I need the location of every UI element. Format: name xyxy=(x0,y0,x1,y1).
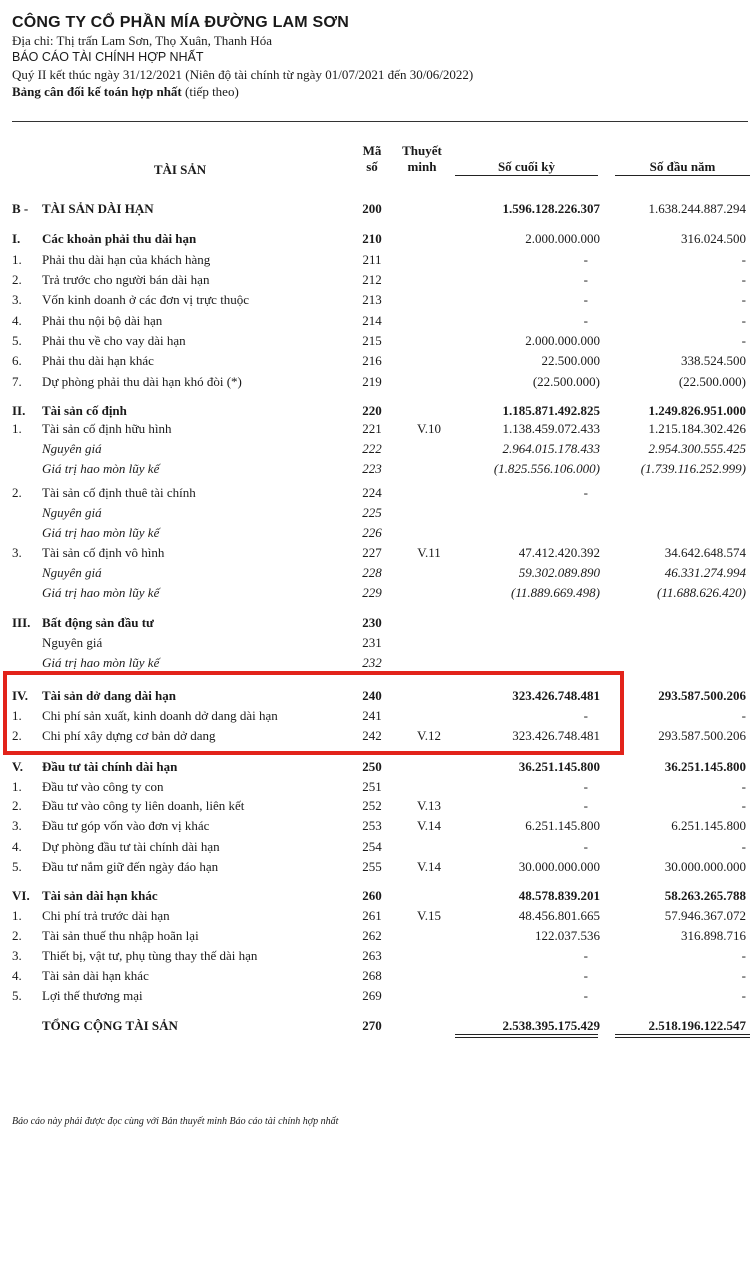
row-label: Phải thu dài hạn khác xyxy=(42,353,154,368)
row-code: 263 xyxy=(362,948,382,963)
row-label: Dự phòng phải thu dài hạn khó đòi (*) xyxy=(42,374,242,389)
row-begin-value: (1.739.116.252.999) xyxy=(640,461,746,476)
row-number: III. xyxy=(12,615,31,630)
row-note: V.10 xyxy=(417,421,441,436)
table-row xyxy=(12,544,750,562)
row-code: 221 xyxy=(362,421,382,436)
company-name: CÔNG TY CỔ PHẦN MÍA ĐƯỜNG LAM SƠN xyxy=(12,14,349,31)
row-label: Phải thu về cho vay dài hạn xyxy=(42,333,186,348)
table-row xyxy=(12,251,750,269)
col-code xyxy=(352,143,392,175)
row-label: Giá trị hao mòn lũy kế xyxy=(42,461,160,476)
row-end-value: 6.251.145.800 xyxy=(525,818,600,833)
row-end-value: - xyxy=(583,252,588,267)
row-end-value: - xyxy=(583,292,588,307)
row-begin-value: (22.500.000) xyxy=(678,374,746,389)
row-code: 240 xyxy=(362,688,382,703)
row-code: 241 xyxy=(362,708,382,723)
row-note: V.14 xyxy=(417,859,441,874)
row-end-value: - xyxy=(583,968,588,983)
table-row xyxy=(12,654,750,672)
row-code: 213 xyxy=(362,292,382,307)
row-begin-value: 34.642.648.574 xyxy=(664,545,746,560)
row-number: 2. xyxy=(12,272,22,287)
table-row xyxy=(12,987,750,1005)
row-code: 222 xyxy=(362,441,382,456)
row-end-value: (1.825.556.106.000) xyxy=(493,461,600,476)
row-begin-value: 6.251.145.800 xyxy=(671,818,746,833)
row-number: 1. xyxy=(12,421,22,436)
table-row xyxy=(12,230,750,248)
table-row xyxy=(12,420,750,438)
report-header xyxy=(12,14,732,100)
row-number: 3. xyxy=(12,948,22,963)
row-end-value: 323.426.748.481 xyxy=(512,688,600,703)
table-row xyxy=(12,352,750,370)
col-end: Số cuối kỳ xyxy=(455,159,598,176)
row-note: V.14 xyxy=(417,818,441,833)
row-code: 230 xyxy=(362,615,382,630)
table-row xyxy=(12,524,750,542)
table-row xyxy=(12,484,750,502)
row-label: Chi phí trả trước dài hạn xyxy=(42,908,170,923)
row-code: 260 xyxy=(362,888,382,903)
row-begin-value: 316.898.716 xyxy=(681,928,746,943)
total-underline xyxy=(615,1034,750,1035)
row-number: 4. xyxy=(12,968,22,983)
row-begin-value: 316.024.500 xyxy=(681,231,746,246)
table-row xyxy=(12,907,750,925)
row-code: 220 xyxy=(362,403,382,418)
highlight-box xyxy=(3,671,624,755)
row-code: 252 xyxy=(362,798,382,813)
col-code-line2: số xyxy=(366,159,378,174)
row-label: Phải thu dài hạn của khách hàng xyxy=(42,252,211,267)
row-number: 4. xyxy=(12,313,22,328)
row-begin-value: 1.215.184.302.426 xyxy=(648,421,746,436)
row-end-value: - xyxy=(583,779,588,794)
row-begin-value: 36.251.145.800 xyxy=(664,759,746,774)
row-label: Các khoản phải thu dài hạn xyxy=(42,231,197,246)
row-label: Tài sản cố định hữu hình xyxy=(42,421,172,436)
row-begin-value: 1.249.826.951.000 xyxy=(648,403,746,418)
row-begin-value: - xyxy=(741,948,746,963)
row-begin-value: - xyxy=(741,708,746,723)
subtitle-suffix: (tiếp theo) xyxy=(181,84,239,99)
row-label: Chi phí sản xuất, kinh doanh dở dang dài hạn xyxy=(42,708,278,723)
row-end-value: - xyxy=(583,272,588,287)
row-begin-value: 338.524.500 xyxy=(681,353,746,368)
row-code: 216 xyxy=(362,353,382,368)
row-code: 255 xyxy=(362,859,382,874)
table-row xyxy=(12,564,750,582)
row-end-value: 323.426.748.481 xyxy=(512,728,600,743)
subtitle-main: Bảng cân đối kế toán hợp nhất xyxy=(12,84,182,99)
table-row xyxy=(12,778,750,796)
row-end-value: 1.185.871.492.825 xyxy=(502,403,600,418)
row-label: Vốn kinh doanh ở các đơn vị trực thuộc xyxy=(42,292,250,307)
row-end-value: 2.000.000.000 xyxy=(525,231,600,246)
row-code: 269 xyxy=(362,988,382,1003)
row-begin-value: - xyxy=(741,252,746,267)
row-label: Tài sản cố định xyxy=(42,403,127,418)
row-label: Tài sản dở dang dài hạn xyxy=(42,688,177,703)
table-row xyxy=(12,440,750,458)
row-begin-value: 2.518.196.122.547 xyxy=(648,1018,746,1033)
col-note-line1: Thuyết xyxy=(402,143,442,158)
col-note-line2: minh xyxy=(407,159,437,174)
row-label: Giá trị hao mòn lũy kế xyxy=(42,585,160,600)
row-code: 219 xyxy=(362,374,382,389)
row-code: 223 xyxy=(362,461,382,476)
row-end-value: 59.302.089.890 xyxy=(518,565,600,580)
row-number: 2. xyxy=(12,728,22,743)
table-row xyxy=(12,312,750,330)
table-row xyxy=(12,858,750,876)
row-number: V. xyxy=(12,759,23,774)
total-underline xyxy=(455,1034,598,1035)
row-number: 3. xyxy=(12,292,22,307)
row-code: 212 xyxy=(362,272,382,287)
row-label: Nguyên giá xyxy=(42,565,102,580)
table-row xyxy=(12,887,750,905)
row-end-value: - xyxy=(583,839,588,854)
row-end-value: 2.000.000.000 xyxy=(525,333,600,348)
table-row xyxy=(12,1017,750,1035)
row-number: 1. xyxy=(12,779,22,794)
row-code: 214 xyxy=(362,313,382,328)
row-end-value: - xyxy=(583,708,588,723)
report-subtitle xyxy=(12,83,732,100)
table-row xyxy=(12,967,750,985)
row-code: 250 xyxy=(362,759,382,774)
row-number: 5. xyxy=(12,333,22,348)
row-note: V.15 xyxy=(417,908,441,923)
row-code: 242 xyxy=(362,728,382,743)
table-row xyxy=(12,271,750,289)
row-number: 3. xyxy=(12,545,22,560)
row-note: V.13 xyxy=(417,798,441,813)
row-code: 262 xyxy=(362,928,382,943)
row-begin-value: 46.331.274.994 xyxy=(664,565,746,580)
row-label: Giá trị hao mòn lũy kế xyxy=(42,655,160,670)
row-label: TÀI SẢN DÀI HẠN xyxy=(42,201,154,216)
row-number: 2. xyxy=(12,798,22,813)
row-number: 3. xyxy=(12,818,22,833)
row-end-value: - xyxy=(583,798,588,813)
row-code: 200 xyxy=(362,201,382,216)
row-begin-value: 1.638.244.887.294 xyxy=(648,201,746,216)
row-label: Nguyên giá xyxy=(42,441,102,456)
row-end-value: - xyxy=(583,988,588,1003)
row-begin-value: - xyxy=(741,839,746,854)
table-row xyxy=(12,504,750,522)
row-code: 232 xyxy=(362,655,382,670)
row-label: Nguyên giá xyxy=(42,505,102,520)
table-row xyxy=(12,927,750,945)
row-begin-value: - xyxy=(741,968,746,983)
row-label: Trả trước cho người bán dài hạn xyxy=(42,272,210,287)
row-code: 224 xyxy=(362,485,382,500)
row-end-value: 1.138.459.072.433 xyxy=(502,421,600,436)
row-end-value: - xyxy=(583,313,588,328)
report-period: Quý II kết thúc ngày 31/12/2021 (Niên độ tài chính từ ngày 01/07/2021 đến 30/06/2022) xyxy=(12,67,474,82)
row-end-value: 48.578.839.201 xyxy=(518,888,600,903)
row-label: Tài sản cố định thuê tài chính xyxy=(42,485,196,500)
row-code: 253 xyxy=(362,818,382,833)
row-begin-value: - xyxy=(741,272,746,287)
row-end-value: 47.412.420.392 xyxy=(518,545,600,560)
header-divider xyxy=(12,121,748,122)
row-label: Đầu tư vào công ty con xyxy=(42,779,164,794)
row-number: 2. xyxy=(12,485,22,500)
row-begin-value: - xyxy=(741,779,746,794)
row-note: V.11 xyxy=(417,545,441,560)
row-number: 7. xyxy=(12,374,22,389)
row-number: I. xyxy=(12,231,21,246)
row-begin-value: (11.688.626.420) xyxy=(657,585,746,600)
row-code: 251 xyxy=(362,779,382,794)
row-label: Phải thu nội bộ dài hạn xyxy=(42,313,163,328)
row-label: Bất động sản đầu tư xyxy=(42,615,154,630)
row-label: TỔNG CỘNG TÀI SẢN xyxy=(42,1018,178,1033)
table-row xyxy=(12,332,750,350)
row-label: Chi phí xây dựng cơ bản dở dang xyxy=(42,728,216,743)
row-label: Đầu tư tài chính dài hạn xyxy=(42,759,178,774)
row-begin-value: - xyxy=(741,292,746,307)
row-end-value: 2.964.015.178.433 xyxy=(502,441,600,456)
row-number: 6. xyxy=(12,353,22,368)
row-end-value: 22.500.000 xyxy=(541,353,600,368)
col-note xyxy=(394,143,450,175)
row-code: 228 xyxy=(362,565,382,580)
col-assets: TÀI SẢN xyxy=(153,162,207,177)
row-number: 4. xyxy=(12,839,22,854)
row-code: 211 xyxy=(362,252,382,267)
row-code: 227 xyxy=(362,545,382,560)
row-number: 1. xyxy=(12,708,22,723)
total-underline xyxy=(455,1037,598,1038)
row-label: Tài sản cố định vô hình xyxy=(42,545,165,560)
total-underline xyxy=(615,1037,750,1038)
row-label: Tài sản thuế thu nhập hoãn lại xyxy=(42,928,199,943)
row-begin-value: - xyxy=(741,333,746,348)
row-begin-value: 293.587.500.206 xyxy=(658,728,746,743)
row-label: Đầu tư vào công ty liên doanh, liên kết xyxy=(42,798,245,813)
row-end-value: (11.889.669.498) xyxy=(511,585,600,600)
row-end-value: (22.500.000) xyxy=(532,374,600,389)
row-begin-value: 57.946.367.072 xyxy=(664,908,746,923)
row-code: 229 xyxy=(362,585,382,600)
row-begin-value: 293.587.500.206 xyxy=(658,688,746,703)
row-end-value: 36.251.145.800 xyxy=(518,759,600,774)
row-label: Nguyên giá xyxy=(42,635,103,650)
row-label: Tài sản dài hạn khác xyxy=(42,968,149,983)
table-row xyxy=(12,758,750,776)
table-row xyxy=(12,838,750,856)
row-end-value: 122.037.536 xyxy=(535,928,600,943)
row-begin-value: 2.954.300.555.425 xyxy=(648,441,746,456)
row-code: 261 xyxy=(362,908,382,923)
row-number: 5. xyxy=(12,859,22,874)
row-number: B - xyxy=(12,201,29,216)
row-end-value: 48.456.801.665 xyxy=(518,908,600,923)
report-title: BÁO CÁO TÀI CHÍNH HỢP NHẤT xyxy=(12,50,204,64)
row-number: 2. xyxy=(12,928,22,943)
footnote: Báo cáo này phải được đọc cùng với Bản thuyết minh Báo cáo tài chính hợp nhất xyxy=(12,1116,339,1127)
row-number: VI. xyxy=(12,888,30,903)
table-row xyxy=(12,200,750,218)
row-end-value: 1.596.128.226.307 xyxy=(502,201,600,216)
row-label: Lợi thế thương mại xyxy=(42,988,143,1003)
row-end-value: 2.538.395.175.429 xyxy=(502,1018,600,1033)
col-begin: Số đầu năm xyxy=(615,159,750,176)
table-row xyxy=(12,947,750,965)
row-begin-value: - xyxy=(741,798,746,813)
table-row xyxy=(12,817,750,835)
table-row xyxy=(12,291,750,309)
row-begin-value: 30.000.000.000 xyxy=(664,859,746,874)
row-code: 215 xyxy=(362,333,382,348)
row-label: Thiết bị, vật tư, phụ tùng thay thế dài hạn xyxy=(42,948,258,963)
table-row xyxy=(12,614,750,632)
table-row xyxy=(12,460,750,478)
row-code: 254 xyxy=(362,839,382,854)
row-code: 268 xyxy=(362,968,382,983)
row-label: Tài sản dài hạn khác xyxy=(42,888,158,903)
row-code: 270 xyxy=(362,1018,382,1033)
row-code: 231 xyxy=(362,635,382,650)
row-number: 1. xyxy=(12,252,22,267)
row-number: II. xyxy=(12,403,26,418)
row-number: 1. xyxy=(12,908,22,923)
row-end-value: - xyxy=(583,948,588,963)
company-address: Địa chỉ: Thị trấn Lam Sơn, Thọ Xuân, Thanh Hóa xyxy=(12,33,272,48)
col-code-line1: Mã xyxy=(362,143,382,158)
row-begin-value: 58.263.265.788 xyxy=(664,888,746,903)
row-label: Đầu tư nắm giữ đến ngày đáo hạn xyxy=(42,859,219,874)
row-label: Giá trị hao mòn lũy kế xyxy=(42,525,160,540)
row-label: Dự phòng đầu tư tài chính dài hạn xyxy=(42,839,220,854)
row-number: IV. xyxy=(12,688,29,703)
table-row xyxy=(12,584,750,602)
row-code: 210 xyxy=(362,231,382,246)
row-label: Đầu tư góp vốn vào đơn vị khác xyxy=(42,818,210,833)
row-begin-value: - xyxy=(741,313,746,328)
row-end-value: 30.000.000.000 xyxy=(518,859,600,874)
row-code: 226 xyxy=(362,525,382,540)
table-row xyxy=(12,634,750,652)
row-code: 225 xyxy=(362,505,382,520)
row-begin-value: - xyxy=(741,988,746,1003)
row-number: 5. xyxy=(12,988,22,1003)
table-row xyxy=(12,402,750,420)
row-end-value: - xyxy=(583,485,588,500)
table-row xyxy=(12,373,750,391)
table-row xyxy=(12,797,750,815)
row-note: V.12 xyxy=(417,728,441,743)
